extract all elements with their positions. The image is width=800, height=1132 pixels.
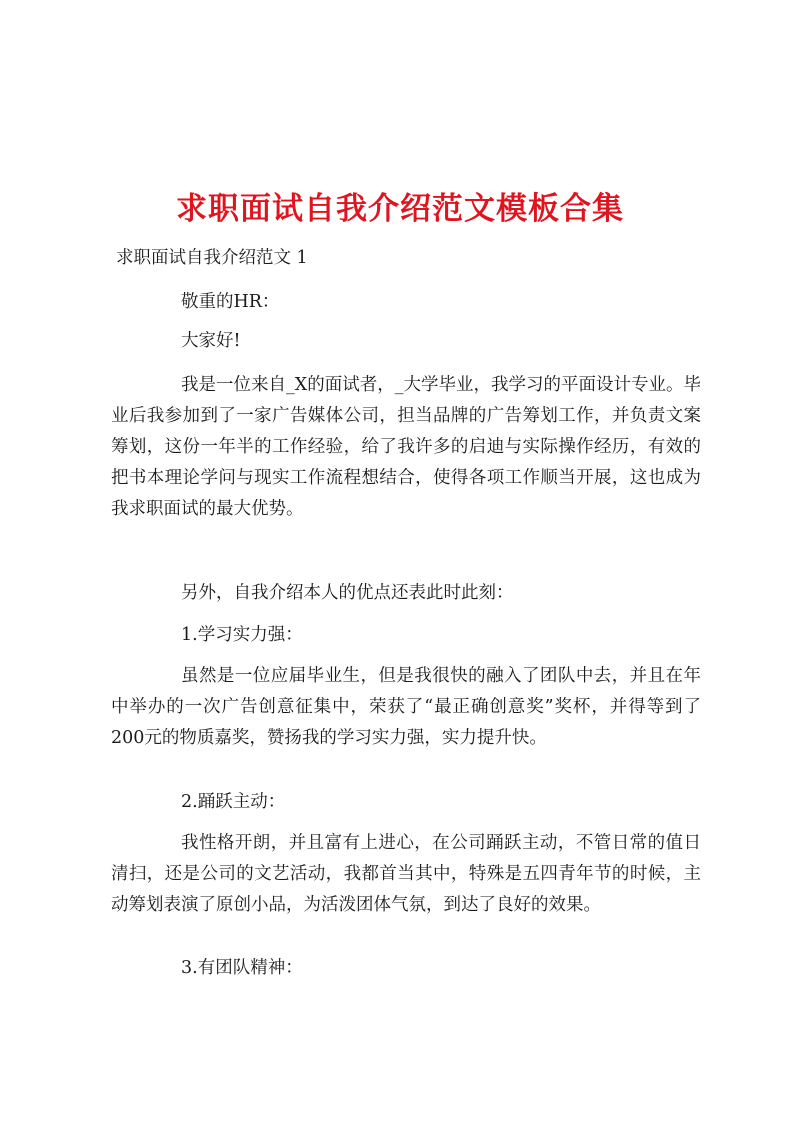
intro-paragraph: 我是一位来自_X的面试者，_大学毕业，我学习的平面设计专业。毕业后我参加到了一家广告媒体公司，担当品牌的广告筹划工作，并负责文案筹划，这份一年半的工作经验，给了我许多的启迪与实际操作经历，有效的把书本理论学问与现实工作流程想结合，使得各项工作顺当开展，这也成为我求职面试的最大优势。	[111, 375, 701, 519]
point-1-body: 虽然是一位应届毕业生，但是我很快的融入了团队中去，并且在年中举办的一次广告创意征集中，荣获了“最正确创意奖”奖杯，并得等到了200元的物质嘉奖，赞扬我的学习实力强，实力提升快。	[111, 666, 701, 748]
document-title: 求职面试自我介绍范文模板合集	[176, 190, 624, 227]
greeting: 大家好!	[181, 331, 241, 351]
point-1-heading: 1.学习实力强：	[181, 625, 303, 645]
point-3-heading: 3.有团队精神：	[181, 958, 303, 978]
advantages-intro: 另外，自我介绍本人的优点还表此时此刻：	[181, 583, 514, 603]
salutation: 敬重的HR：	[181, 292, 280, 312]
point-2-body: 我性格开朗，并且富有上进心，在公司踊跃主动，不管日常的值日清扫，还是公司的文艺活动，我都首当其中，特殊是五四青年节的时候，主动筹划表演了原创小品，为活泼团体气氛，到达了良好的效果。	[111, 833, 701, 915]
section-heading: 求职面试自我介绍范文 1	[116, 248, 308, 268]
point-2-heading: 2.踊跃主动：	[181, 792, 286, 812]
